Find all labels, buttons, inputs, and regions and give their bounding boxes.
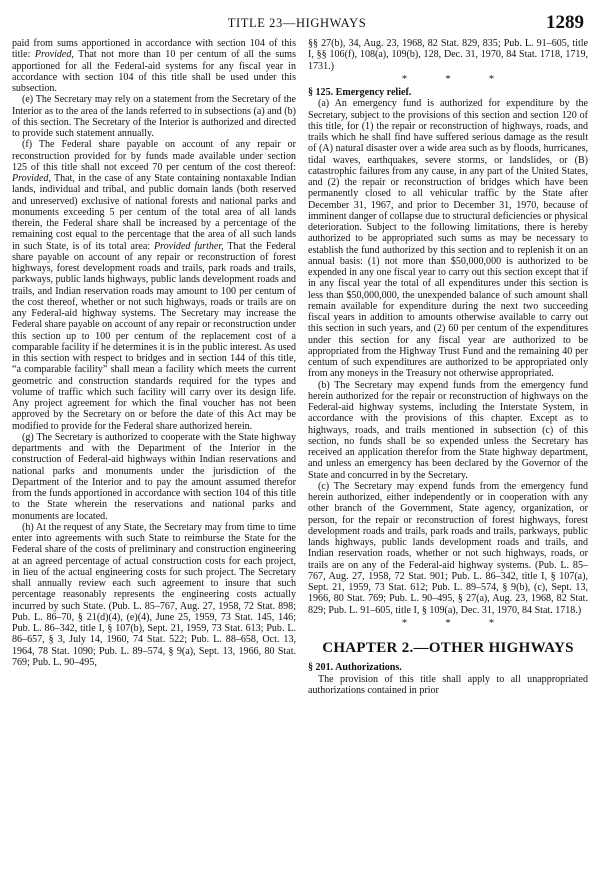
paragraph-g: (g) The Secretary is authorized to cooperate with the State highway departments and with the Department of the Interior in the construction of Federal-aid highways within Indian reservations and national parks and monuments under the jurisdiction of the Department of the Interior and to pay the amount assumed therefor from the funds apportioned in accordance with section 104 of this title to the State wherein the reservations and national parks and monuments are located. (12, 431, 296, 522)
paragraph-201: The provision of this title shall apply to all unappropriated authorizations contained in prior (308, 673, 588, 696)
running-title: TITLE 23—HIGHWAYS (227, 16, 367, 30)
page-number: 1289 (546, 12, 584, 33)
section-201-heading: § 201. Authorizations. (308, 662, 402, 674)
paragraph-intro: paid from sums apportioned in accordance with section 104 of this title: Provided, That not more than 10 per centum of all the sums apportioned for all the Federal-aid systems for any fiscal year in accordance with section 104 of this title shall be used under this subsection. (12, 38, 296, 94)
chapter-heading: CHAPTER 2.—OTHER HIGHWAYS (322, 640, 574, 656)
right-column (308, 38, 588, 696)
paragraph-125a: (a) An emergency fund is authorized for expenditure by the Secretary, subject to the provisions of this section and section 120 of this title, for (1) the repair or reconstruction of highways, roads, and trails which he shall find have suffered serious damage as the result of (A) natural disaster over a wide area such as by floods, hurricanes, tidal waves, earthquakes, severe storms, or landslides, or (B) catastrophic failures from any cause, in any part of the United States, and (2) the repair or reconstruction of bridges which have been permanently closed to all vehicular traffic by the State after December 31, 1967, and prior to December 31, 1970, because of imminent danger of collapse due to structural deficiencies or physical deterioration. Subject to the following limitations, there is hereby authorized to be appropriated such sums as may be necessary to establish the fund authorized by this section and to replenish it on an annual basis: (1) not more than $50,000,000 is authorized to be expended in any one fiscal year to carry out this section except that if in any fiscal year the total of all expenditures under this section is less than $50,000,000, the unexpended balance of such amount shall remain available for expenditure during the next two succeeding fiscal years in addition to amounts otherwise available to carry out this section in such years, and (2) 60 per centum of the expenditures under this section for any fiscal year are authorized to be appropriated from the Highway Trust Fund and the remaining 40 per centum of such expenditures are authorized to be appropriated only from any moneys in the Treasury not otherwise appropriated. (308, 98, 588, 380)
section-separator-2: * * * (402, 617, 512, 629)
left-column (12, 38, 296, 668)
paragraph-125b: (b) The Secretary may expend funds from the emergency fund herein authorized for the repair or reconstruction of highways on the Federal-aid highway systems, including the Interstate System, in accordance with the provisions of this chapter. Except as to highways, roads, and trails mentioned in subsection (c) of this section, no funds shall be so expended unless the Secretary has received an application therefor from the State highway department, and unless an emergency has been declared by the Governor of the State and concurred in by the Secretary. (308, 379, 588, 481)
page-header (10, 12, 584, 34)
section-125-heading: § 125. Emergency relief. (308, 87, 412, 98)
paragraph-f: (f) The Federal share payable on account of any repair or reconstruction provided for by funds made available under section 125 of this title shall not exceed 70 per centum of the cost thereof: Provided, That, in the case of any State containing nontaxable Indian lands, individual and tribal, and public domain lands (both reserved and unreserved) exclusive of national forests and national parks and monuments exceeding 5 per centum of the total area of all lands therein, the Federal share shall be increased by a percentage of the remaining cost equal to the percentage that the area of all such lands in such State, is of its total area: Provided further, That the Federal share payable on account of any repair or reconstruction of forest highways, forest development roads and trails, park roads and trails, parkways, public lands highways, public lands development roads and trails, and Indian reservation roads may amount to 100 per centum of the cost thereof, whether or not such highways, roads or trails are on any Federal-aid highway systems. The Secretary may increase the Federal share payable on account of any repair or reconstruction under this section up to 100 per centum of the replacement cost of a comparable facility if he determines it is in the public interest. As used in this section with respect to bridges and in section 144 of this title, “a comparable facility” shall mean a facility which meets the current geometric and construction standards required for the types and volume of traffic which such facility will carry over its design life. Any project agreement for which the final voucher has not been approved by the Secretary on or before the date of this Act may be modified to provide for the Federal share authorized herein. (12, 139, 296, 432)
section-separator: * * * (402, 73, 512, 85)
paragraph-e: (e) The Secretary may rely on a statement from the Secretary of the Interior as to the area of the lands referred to in subsections (a) and (b) of this section. The Secretary of the Interior is authorized and directed to provide such statement annually. (12, 94, 296, 139)
paragraph-125c: (c) The Secretary may expend funds from the emergency fund herein authorized, either independently or in cooperation with any other branch of the Government, State agency, organization, or person, for the repair or reconstruction of forest highways, forest development roads and trails, park roads and trails, parkways, public lands highways, public lands development roads and trails, and Indian reservation roads, whether or not such highways, roads, or trails are on any of the Federal-aid highway systems. (Pub. L. 85–767, Aug. 27, 1958, 72 Stat. 901; Pub. L. 86–342, title I, § 107(a), Sept. 21, 1959, 73 Stat. 612; Pub. L. 89–574, § 9(b), (c), Sept. 13, 1966, 80 Stat. 769; Pub. L. 90–495, § 27(a), Aug. 23, 1968, 82 Stat. 829; Pub. L. 91–605, title I, § 109(a), Dec. 31, 1970, 84 Stat. 1718.) (308, 480, 588, 616)
paragraph-h: (h) At the request of any State, the Secretary may from time to time enter into agreements with such State to reimburse the State for the Federal share of the costs of preliminary and construction engineering at an agreed percentage of actual construction costs for each project, in lieu of the actual engineering costs for such project. The Secretary shall annually review each such agreement to insure that such percentage reasonably represents the engineering costs actually incurred by such State. (Pub. L. 85–767, Aug. 27, 1958, 72 Stat. 898; Pub. L. 86–70, § 21(d)(4), (e)(4), June 25, 1959, 73 Stat. 145, 146; Pub. L. 86–342, title I, § 107(b), Sept. 21, 1959, 73 Stat. 613; Pub. L. 86–657, § 3, July 14, 1960, 74 Stat. 522; Pub. L. 88–658, Oct. 13, 1964, 78 Stat. 1090; Pub. L. 89–574, § 9(a), Sept. 13, 1966, 80 Stat. 769; Pub. L. 90–495, (12, 521, 296, 668)
paragraph-citation-cont: §§ 27(b), 34, Aug. 23, 1968, 82 Stat. 829, 835; Pub. L. 91–605, title I, §§ 106(f), 108(a), 109(b), 128, Dec. 31, 1970, 84 Stat. 1718, 1719, 1731.) (308, 38, 588, 72)
